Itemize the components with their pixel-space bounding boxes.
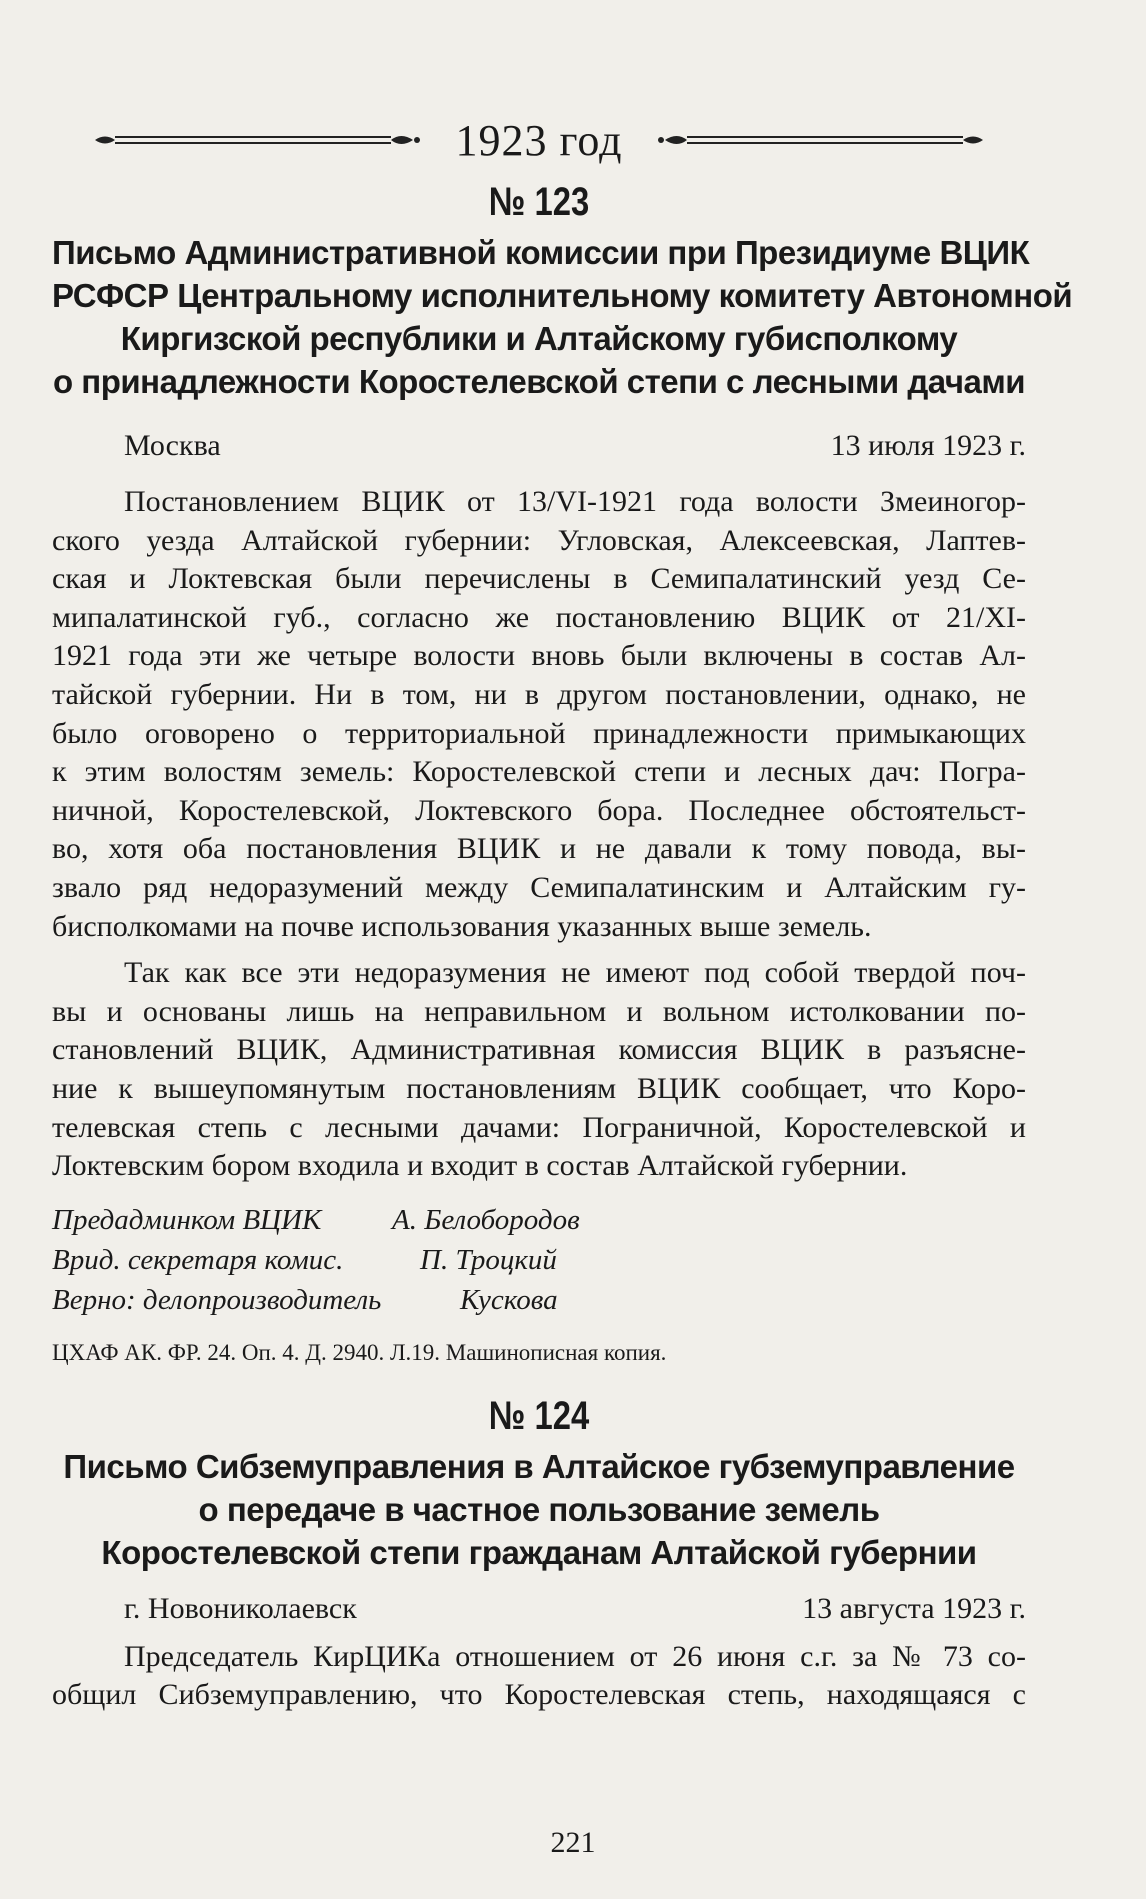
page-number: 221	[550, 1826, 596, 1859]
text-line: общил Сибземуправлению, что Коростелевская степь, находящаяся с	[52, 1678, 1026, 1712]
text-line: Так как все эти недоразумения не имеют под собой твердой поч-	[124, 956, 1026, 990]
doc-123-place: Москва	[124, 429, 221, 462]
doc-123-signatures	[52, 1200, 1026, 1320]
text-line: к этим волостям земель: Коростелевской степи и лесных дач: Погра-	[52, 755, 1026, 789]
doc-123-title-line: Письмо Административной комиссии при Президиуме ВЦИК	[52, 234, 1030, 271]
doc-124-title	[52, 1445, 1026, 1574]
doc-123-place-date	[52, 429, 1026, 463]
doc-123-number: № 123	[488, 180, 590, 224]
doc-124-number: № 124	[488, 1393, 590, 1438]
text-line: Локтевским бором входила и входит в состав Алтайской губернии.	[52, 1149, 908, 1183]
doc-123-date: 13 июля 1923 г.	[830, 429, 1026, 462]
text-line: вы и основаны лишь на неправильном и вольном истолковании по-	[52, 994, 1026, 1028]
text-line: ничной, Коростелевской, Локтевского бора. Последнее обстоятельст-	[52, 793, 1026, 827]
text-line: бисполкомами на почве использования указанных выше земель.	[52, 909, 872, 943]
doc-124-date: 13 августа 1923 г.	[802, 1591, 1026, 1625]
doc-123-title-line: РСФСР Центральному исполнительному комитету Автономной	[52, 277, 1073, 314]
doc-124-title-line: о передаче в частное пользование земель	[198, 1490, 880, 1528]
signature-row	[52, 1240, 1026, 1280]
doc-123-title-line: о принадлежности Коростелевской степи с лесными дачами	[52, 363, 1026, 400]
signature-row	[52, 1200, 1026, 1240]
text-line: телевская степь с лесными дачами: Пограничной, Коростелевской и	[52, 1110, 1026, 1144]
doc-123-paragraph-1	[52, 483, 1026, 946]
text-line: ского уезда Алтайской губернии: Угловская, Алексеевская, Лаптев-	[52, 523, 1026, 557]
doc-124-paragraph-1	[52, 1638, 1026, 1715]
text-line: было оговорено о территориальной принадлежности примыкающих	[52, 716, 1026, 750]
text-line: ние к вышеупомянутым постановлениям ВЦИК сообщает, что Коро-	[52, 1071, 1026, 1105]
text-line: 1921 года эти же четыре волости вновь были включены в состав Ал-	[52, 639, 1026, 673]
text-line: становлений ВЦИК, Административная комиссия ВЦИК в разъясне-	[52, 1033, 1026, 1067]
text-line: мипалатинской губ., согласно же постановлению ВЦИК от 21/XI-	[52, 600, 1026, 634]
page-header	[52, 108, 1026, 172]
left-ornament-icon	[91, 131, 421, 149]
signature-position: Верно: делопроизводитель	[52, 1283, 382, 1316]
signature-name: А. Белобородов	[392, 1203, 580, 1236]
signature-row	[52, 1280, 1026, 1320]
right-ornament-icon	[657, 131, 987, 149]
doc-124-place: г. Новониколаевск	[124, 1591, 357, 1625]
doc-124-place-date	[52, 1592, 1026, 1626]
text-line: во, хотя оба постановления ВЦИК и не давали к тому повода, вы-	[52, 832, 1026, 866]
signature-position: Предадминком ВЦИК	[52, 1203, 322, 1236]
doc-124-title-line: Письмо Сибземуправления в Алтайское губземуправление	[63, 1447, 1015, 1485]
year-heading: 1923 год	[455, 115, 623, 165]
signature-name: П. Троцкий	[420, 1243, 557, 1276]
text-line: Председатель КирЦИКа отношением от 26 июня с.г. за № 73 со-	[124, 1639, 1026, 1673]
doc-124-title-line: Коростелевской степи гражданам Алтайской губернии	[101, 1533, 977, 1571]
doc-123-archive-source: ЦХАФ АК. ФР. 24. Оп. 4. Д. 2940. Л.19. Машинописная копия.	[52, 1339, 667, 1365]
doc-123-paragraph-2	[52, 954, 1026, 1186]
doc-123-title-line: Киргизской республики и Алтайскому губисполкому	[120, 320, 958, 357]
text-line: тайской губернии. Ни в том, ни в другом постановлении, однако, не	[52, 677, 1026, 711]
text-line: ская и Локтевская были перечислены в Семипалатинский уезд Се-	[52, 562, 1026, 596]
signature-name: Кускова	[460, 1283, 558, 1316]
text-line: звало ряд недоразумений между Семипалатинским и Алтайским гу-	[52, 870, 1026, 904]
doc-123-title	[52, 231, 1073, 403]
text-line: Постановлением ВЦИК от 13/VI-1921 года волости Змеиногор-	[124, 485, 1026, 518]
document-page	[0, 108, 1146, 1899]
signature-position: Врид. секретаря комис.	[52, 1243, 344, 1276]
